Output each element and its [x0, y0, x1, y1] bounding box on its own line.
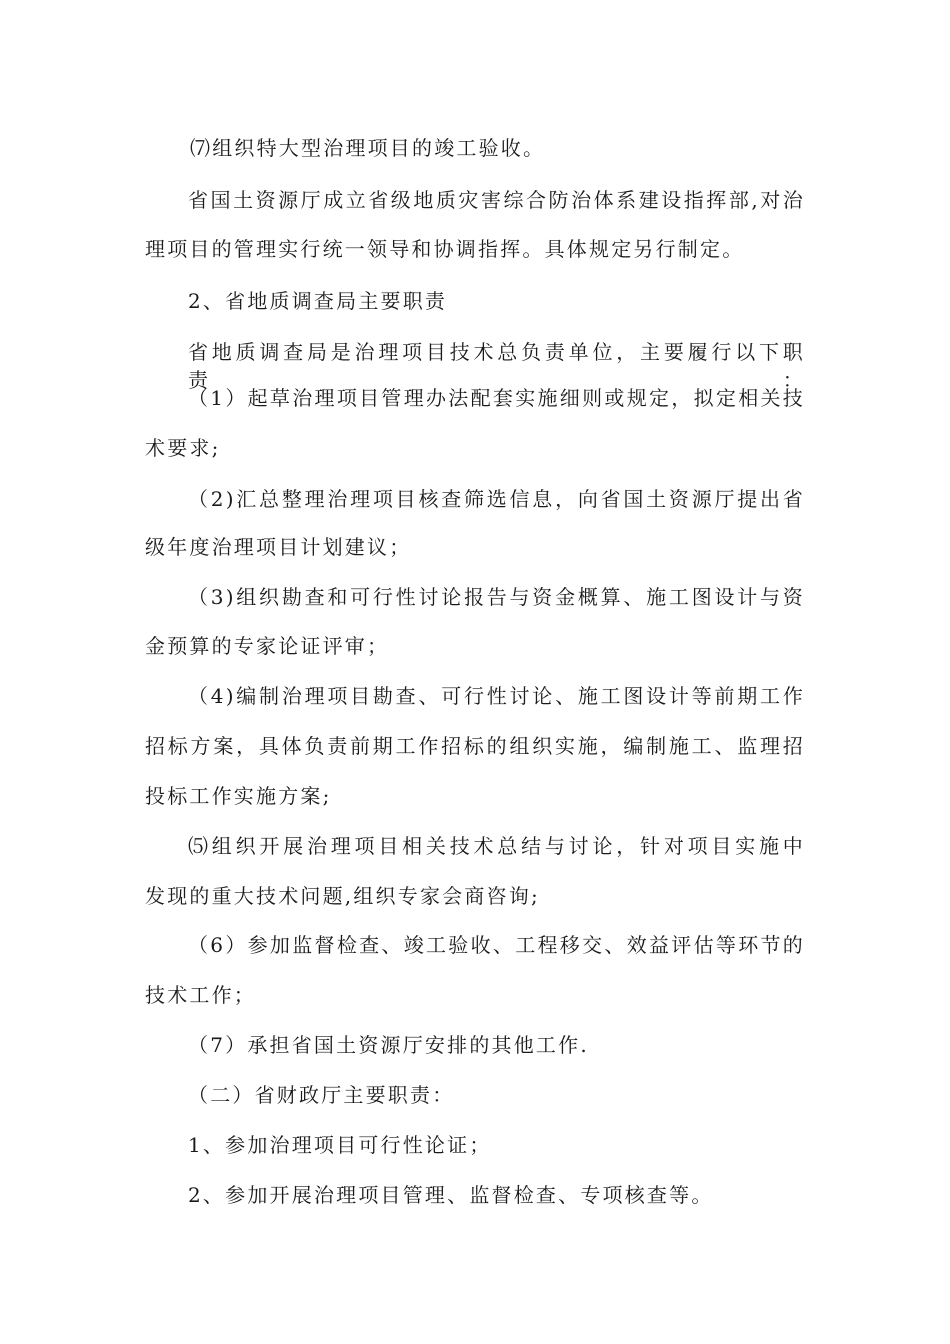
paragraph-line: 理项目的管理实行统一领导和协调指挥。具体规定另行制定。 — [145, 237, 745, 261]
paragraph-line: ⑺组织特大型治理项目的竣工验收。 — [190, 136, 546, 160]
paragraph-line: 级年度治理项目计划建议； — [145, 535, 412, 559]
paragraph-line: （2)汇总整理治理项目核查筛选信息，向省国土资源厅提出省 — [188, 487, 805, 511]
paragraph-line: 投标工作实施方案; — [145, 784, 332, 808]
paragraph-line: 发现的重大技术问题,组织专家会商咨询; — [145, 884, 540, 908]
section-heading: （二）省财政厅主要职责： — [188, 1083, 455, 1107]
paragraph-line: （7）承担省国土资源厅安排的其他工作. — [188, 1033, 589, 1057]
paragraph-line: 技术工作； — [145, 983, 256, 1007]
paragraph-line: （3)组织勘查和可行性讨论报告与资金概算、施工图设计与资 — [188, 585, 805, 609]
paragraph-line: 招标方案，具体负责前期工作招标的组织实施，编制施工、监理招 — [145, 734, 805, 758]
paragraph-line: （6）参加监督检查、竣工验收、工程移交、效益评估等环节的 — [188, 933, 805, 957]
paragraph-line: 省国土资源厅成立省级地质灾害综合防治体系建设指挥部,对治 — [188, 188, 805, 212]
paragraph-line: 1、参加治理项目可行性论证； — [188, 1133, 492, 1157]
paragraph-line: （1）起草治理项目管理办法配套实施细则或规定，拟定相关技 — [188, 386, 805, 410]
paragraph-line: （4)编制治理项目勘查、可行性讨论、施工图设计等前期工作 — [188, 684, 805, 708]
paragraph-line: 2、参加开展治理项目管理、监督检查、专项核查等。 — [188, 1183, 714, 1207]
paragraph-line: ⑸组织开展治理项目相关技术总结与讨论，针对项目实施中 — [188, 834, 805, 858]
section-heading: 2、省地质调查局主要职责 — [188, 289, 448, 313]
paragraph-line: 金预算的专家论证评审； — [145, 634, 390, 658]
paragraph-line: 省地质调查局是治理项目技术总负责单位，主要履行以下职责： — [188, 340, 805, 392]
paragraph-line: 术要求; — [145, 436, 221, 460]
